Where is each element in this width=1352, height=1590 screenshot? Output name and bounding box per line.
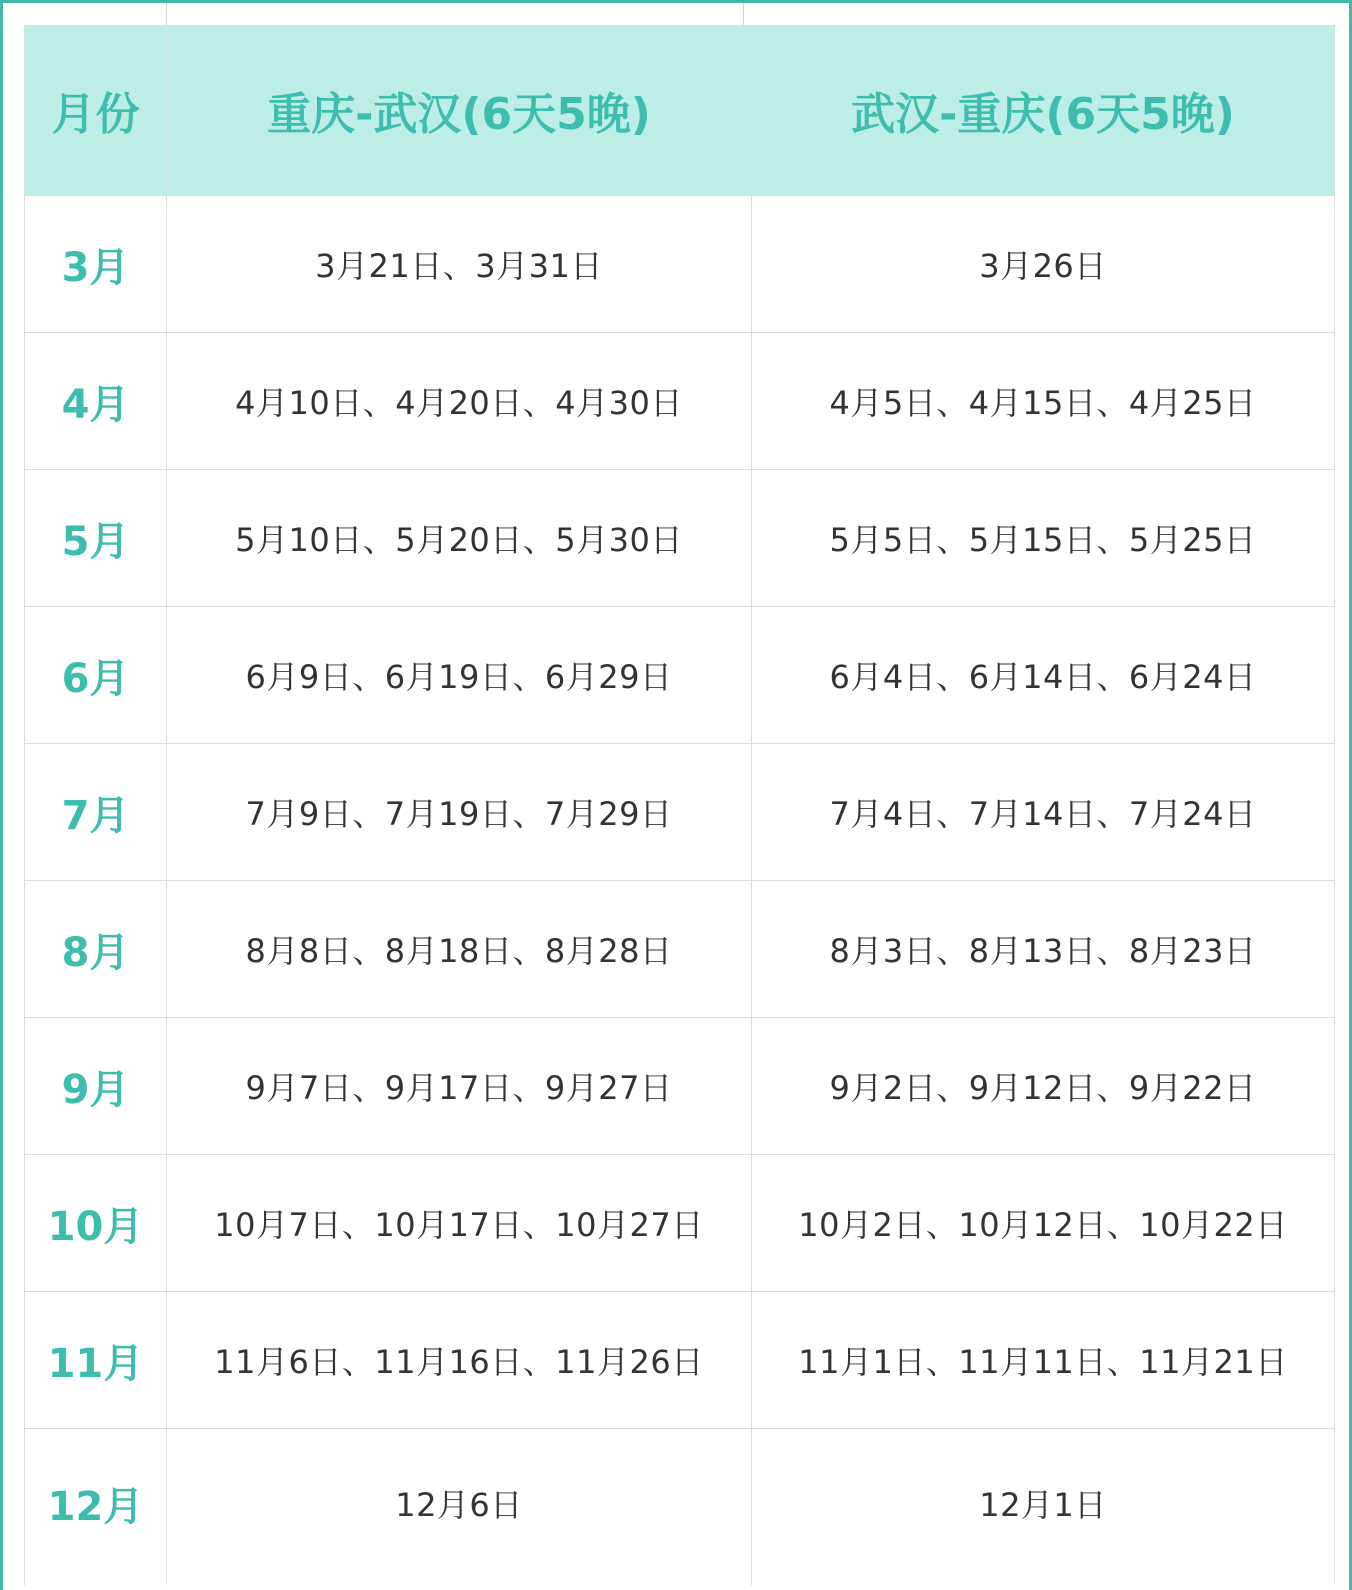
- top-strip: [3, 3, 1349, 25]
- route2-dates: 9月2日、9月12日、9月22日: [752, 1018, 1335, 1155]
- month-cell: 12月: [25, 1429, 167, 1586]
- month-cell: 9月: [25, 1018, 167, 1155]
- table-row: [25, 881, 1335, 1018]
- route2-dates: 11月1日、11月11日、11月21日: [752, 1292, 1335, 1429]
- month-cell: 6月: [25, 607, 167, 744]
- header-month: 月份: [25, 25, 167, 196]
- route1-dates: 7月9日、7月19日、7月29日: [167, 744, 752, 881]
- route1-dates: 12月6日: [167, 1429, 752, 1586]
- route1-dates: 5月10日、5月20日、5月30日: [167, 470, 752, 607]
- route1-dates: 6月9日、6月19日、6月29日: [167, 607, 752, 744]
- route1-dates: 10月7日、10月17日、10月27日: [167, 1155, 752, 1292]
- month-cell: 11月: [25, 1292, 167, 1429]
- header-route-wuhan-chongqing: 武汉-重庆(6天5晚): [752, 25, 1335, 196]
- route1-dates: 8月8日、8月18日、8月28日: [167, 881, 752, 1018]
- header-row: [25, 25, 1335, 196]
- table-row: [25, 470, 1335, 607]
- header-route-chongqing-wuhan: 重庆-武汉(6天5晚): [167, 25, 752, 196]
- route2-dates: 3月26日: [752, 196, 1335, 333]
- route2-dates: 6月4日、6月14日、6月24日: [752, 607, 1335, 744]
- month-cell: 8月: [25, 881, 167, 1018]
- route2-dates: 7月4日、7月14日、7月24日: [752, 744, 1335, 881]
- table-row: [25, 1155, 1335, 1292]
- month-cell: 4月: [25, 333, 167, 470]
- table-row: [25, 1018, 1335, 1155]
- top-divider: [166, 3, 167, 25]
- table-row: [25, 196, 1335, 333]
- route2-dates: 12月1日: [752, 1429, 1335, 1586]
- route1-dates: 3月21日、3月31日: [167, 196, 752, 333]
- month-cell: 3月: [25, 196, 167, 333]
- route2-dates: 5月5日、5月15日、5月25日: [752, 470, 1335, 607]
- route2-dates: 8月3日、8月13日、8月23日: [752, 881, 1335, 1018]
- table-row: [25, 1292, 1335, 1429]
- top-divider: [743, 3, 744, 25]
- month-cell: 10月: [25, 1155, 167, 1292]
- route1-dates: 4月10日、4月20日、4月30日: [167, 333, 752, 470]
- route1-dates: 9月7日、9月17日、9月27日: [167, 1018, 752, 1155]
- month-cell: 5月: [25, 470, 167, 607]
- route1-dates: 11月6日、11月16日、11月26日: [167, 1292, 752, 1429]
- route2-dates: 10月2日、10月12日、10月22日: [752, 1155, 1335, 1292]
- table-row: [25, 607, 1335, 744]
- table-row: [25, 1429, 1335, 1586]
- table-row: [25, 744, 1335, 881]
- route2-dates: 4月5日、4月15日、4月25日: [752, 333, 1335, 470]
- month-cell: 7月: [25, 744, 167, 881]
- departure-schedule-table: [24, 25, 1335, 1585]
- table-row: [25, 333, 1335, 470]
